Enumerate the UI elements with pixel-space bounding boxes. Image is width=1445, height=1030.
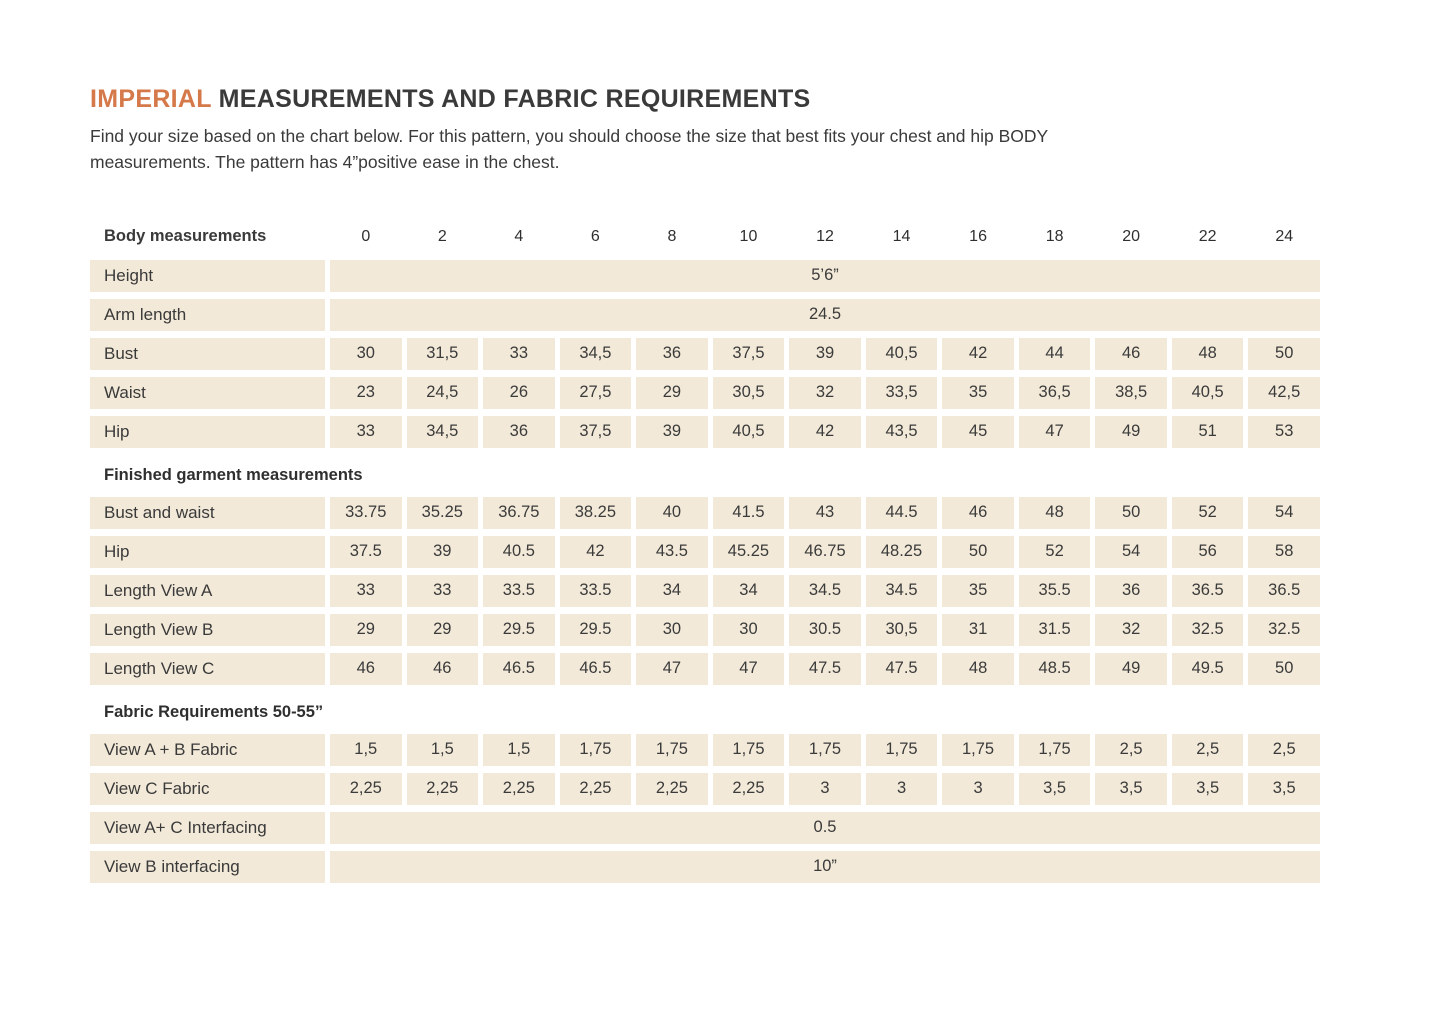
value-cell: 35.25 xyxy=(407,497,479,529)
value-cell: 45 xyxy=(942,416,1014,448)
value-cell: 33 xyxy=(483,338,555,370)
value-cell: 48.5 xyxy=(1019,653,1091,685)
value-cell: 43 xyxy=(789,497,861,529)
value-cell: 26 xyxy=(483,377,555,409)
value-cell: 2,5 xyxy=(1095,734,1167,766)
value-cell: 50 xyxy=(942,536,1014,568)
value-cell: 34.5 xyxy=(789,575,861,607)
value-cell: 39 xyxy=(789,338,861,370)
value-cell: 40,5 xyxy=(866,338,938,370)
merged-value-cell: 0.5 xyxy=(330,812,1320,844)
value-cell: 31 xyxy=(942,614,1014,646)
section-heading: Finished garment measurements xyxy=(104,466,363,484)
value-cell: 36,5 xyxy=(1019,377,1091,409)
intro-text-line1: Find your size based on the chart below. For this pattern, you should choose the size that best fits your chest and hip BODY xyxy=(90,125,1049,146)
value-cell: 1,75 xyxy=(1019,734,1091,766)
value-cell: 31.5 xyxy=(1019,614,1091,646)
value-cell: 30 xyxy=(330,338,402,370)
size-column-header: 22 xyxy=(1198,227,1217,245)
value-cell: 50 xyxy=(1248,653,1320,685)
value-cell: 3 xyxy=(866,773,938,805)
row-label: Hip xyxy=(90,536,325,568)
value-cell: 23 xyxy=(330,377,402,409)
value-cell: 27,5 xyxy=(560,377,632,409)
value-cell: 1,75 xyxy=(942,734,1014,766)
size-chart-table xyxy=(90,222,1320,883)
value-cell: 43.5 xyxy=(636,536,708,568)
row-label: Length View C xyxy=(90,653,325,685)
value-cell: 3,5 xyxy=(1095,773,1167,805)
value-cell: 2,5 xyxy=(1248,734,1320,766)
value-cell: 34.5 xyxy=(866,575,938,607)
value-cell: 2,25 xyxy=(560,773,632,805)
size-column-header: 14 xyxy=(892,227,911,245)
intro-text xyxy=(90,123,1445,175)
size-column-header: 12 xyxy=(816,227,834,245)
table-row xyxy=(90,536,1320,568)
table-header-row xyxy=(90,222,1320,252)
value-cell: 39 xyxy=(636,416,708,448)
table-row xyxy=(90,851,1320,883)
size-column-header: 6 xyxy=(590,227,600,245)
row-label: Bust and waist xyxy=(90,497,325,529)
value-cell: 37.5 xyxy=(330,536,402,568)
table-row xyxy=(90,734,1320,766)
value-cell: 40 xyxy=(636,497,708,529)
value-cell: 52 xyxy=(1019,536,1091,568)
value-cell: 47 xyxy=(713,653,785,685)
value-cell: 58 xyxy=(1248,536,1320,568)
value-cell: 35.5 xyxy=(1019,575,1091,607)
section-heading: Fabric Requirements 50-55” xyxy=(104,703,324,721)
value-cell: 2,5 xyxy=(1172,734,1244,766)
value-cell: 38,5 xyxy=(1095,377,1167,409)
value-cell: 1,5 xyxy=(330,734,402,766)
value-cell: 24,5 xyxy=(407,377,479,409)
value-cell: 29 xyxy=(407,614,479,646)
value-cell: 1,75 xyxy=(560,734,632,766)
row-label: View C Fabric xyxy=(90,773,325,805)
value-cell: 2,25 xyxy=(483,773,555,805)
value-cell: 32 xyxy=(789,377,861,409)
merged-value-cell: 24.5 xyxy=(330,299,1320,331)
table-body xyxy=(90,260,1320,883)
value-cell: 32 xyxy=(1095,614,1167,646)
value-cell: 37,5 xyxy=(713,338,785,370)
value-cell: 36.5 xyxy=(1248,575,1320,607)
value-cell: 2,25 xyxy=(636,773,708,805)
intro-text-line2: measurements. The pattern has 4”positive ease in the chest. xyxy=(90,151,560,172)
value-cell: 49.5 xyxy=(1172,653,1244,685)
value-cell: 31,5 xyxy=(407,338,479,370)
value-cell: 42 xyxy=(942,338,1014,370)
table-row xyxy=(90,653,1320,685)
value-cell: 30 xyxy=(713,614,785,646)
table-row xyxy=(90,299,1320,331)
value-cell: 2,25 xyxy=(713,773,785,805)
value-cell: 40,5 xyxy=(1172,377,1244,409)
value-cell: 52 xyxy=(1172,497,1244,529)
size-column-header: 20 xyxy=(1122,227,1141,245)
value-cell: 36 xyxy=(636,338,708,370)
value-cell: 53 xyxy=(1248,416,1320,448)
value-cell: 37,5 xyxy=(560,416,632,448)
row-label: Length View B xyxy=(90,614,325,646)
table-row xyxy=(90,416,1320,448)
table-row xyxy=(90,260,1320,292)
value-cell: 47 xyxy=(1019,416,1091,448)
value-cell: 46 xyxy=(330,653,402,685)
value-cell: 35 xyxy=(942,575,1014,607)
value-cell: 33 xyxy=(330,575,402,607)
value-cell: 49 xyxy=(1095,416,1167,448)
value-cell: 43,5 xyxy=(866,416,938,448)
merged-value-cell: 5’6” xyxy=(330,260,1320,292)
table-row xyxy=(90,338,1320,370)
value-cell: 29 xyxy=(330,614,402,646)
value-cell: 33.5 xyxy=(560,575,632,607)
value-cell: 56 xyxy=(1172,536,1244,568)
value-cell: 42 xyxy=(560,536,632,568)
value-cell: 41.5 xyxy=(713,497,785,529)
title-rest: MEASUREMENTS AND FABRIC REQUIREMENTS xyxy=(211,85,811,113)
value-cell: 30,5 xyxy=(713,377,785,409)
value-cell: 32.5 xyxy=(1172,614,1244,646)
value-cell: 44 xyxy=(1019,338,1091,370)
value-cell: 1,75 xyxy=(866,734,938,766)
row-label: View A + B Fabric xyxy=(90,734,325,766)
title-highlight: IMPERIAL xyxy=(90,85,212,113)
size-column-header: 16 xyxy=(969,227,987,245)
value-cell: 36.75 xyxy=(483,497,555,529)
value-cell: 1,75 xyxy=(713,734,785,766)
value-cell: 48.25 xyxy=(866,536,938,568)
value-cell: 49 xyxy=(1095,653,1167,685)
value-cell: 29.5 xyxy=(560,614,632,646)
table-row xyxy=(90,575,1320,607)
value-cell: 29 xyxy=(636,377,708,409)
value-cell: 47.5 xyxy=(866,653,938,685)
value-cell: 30.5 xyxy=(789,614,861,646)
value-cell: 46.5 xyxy=(483,653,555,685)
value-cell: 34 xyxy=(636,575,708,607)
value-cell: 2,25 xyxy=(407,773,479,805)
value-cell: 50 xyxy=(1095,497,1167,529)
table-row xyxy=(90,497,1320,529)
row-label: View A+ C Interfacing xyxy=(90,812,325,844)
value-cell: 33 xyxy=(330,416,402,448)
value-cell: 38.25 xyxy=(560,497,632,529)
value-cell: 34,5 xyxy=(560,338,632,370)
value-cell: 36.5 xyxy=(1172,575,1244,607)
value-cell: 48 xyxy=(1172,338,1244,370)
value-cell: 1,5 xyxy=(483,734,555,766)
size-column-header: 8 xyxy=(667,227,677,245)
value-cell: 33.5 xyxy=(483,575,555,607)
value-cell: 33.75 xyxy=(330,497,402,529)
value-cell: 33 xyxy=(407,575,479,607)
value-cell: 3,5 xyxy=(1248,773,1320,805)
size-column-header: 0 xyxy=(361,227,371,245)
table-row xyxy=(90,812,1320,844)
value-cell: 34,5 xyxy=(407,416,479,448)
value-cell: 42 xyxy=(789,416,861,448)
row-label: Bust xyxy=(90,338,325,370)
value-cell: 45.25 xyxy=(713,536,785,568)
row-label: View B interfacing xyxy=(90,851,325,883)
value-cell: 3 xyxy=(789,773,861,805)
row-label: Hip xyxy=(90,416,325,448)
table-row xyxy=(90,377,1320,409)
merged-value-cell: 10” xyxy=(330,851,1320,883)
value-cell: 54 xyxy=(1095,536,1167,568)
value-cell: 33,5 xyxy=(866,377,938,409)
value-cell: 50 xyxy=(1248,338,1320,370)
value-cell: 36 xyxy=(1095,575,1167,607)
value-cell: 32.5 xyxy=(1248,614,1320,646)
value-cell: 51 xyxy=(1172,416,1244,448)
value-cell: 1,75 xyxy=(789,734,861,766)
value-cell: 30,5 xyxy=(866,614,938,646)
size-column-header: 4 xyxy=(514,227,524,245)
size-column-header: 10 xyxy=(739,227,758,245)
value-cell: 44.5 xyxy=(866,497,938,529)
value-cell: 48 xyxy=(942,653,1014,685)
value-cell: 36 xyxy=(483,416,555,448)
value-cell: 46.75 xyxy=(789,536,861,568)
value-cell: 48 xyxy=(1019,497,1091,529)
row-label: Arm length xyxy=(90,299,325,331)
value-cell: 34 xyxy=(713,575,785,607)
value-cell: 46.5 xyxy=(560,653,632,685)
table-row xyxy=(90,614,1320,646)
value-cell: 3,5 xyxy=(1172,773,1244,805)
value-cell: 35 xyxy=(942,377,1014,409)
value-cell: 47.5 xyxy=(789,653,861,685)
value-cell: 46 xyxy=(407,653,479,685)
size-column-header: 2 xyxy=(437,227,447,245)
value-cell: 39 xyxy=(407,536,479,568)
value-cell: 54 xyxy=(1248,497,1320,529)
row-label: Length View A xyxy=(90,575,325,607)
value-cell: 3 xyxy=(942,773,1014,805)
value-cell: 46 xyxy=(942,497,1014,529)
value-cell: 30 xyxy=(636,614,708,646)
value-cell: 2,25 xyxy=(330,773,402,805)
value-cell: 1,5 xyxy=(407,734,479,766)
size-column-header: 18 xyxy=(1045,227,1064,245)
value-cell: 40.5 xyxy=(483,536,555,568)
value-cell: 3,5 xyxy=(1019,773,1091,805)
page-title xyxy=(90,86,1445,114)
value-cell: 29.5 xyxy=(483,614,555,646)
size-column-header: 24 xyxy=(1275,227,1294,245)
value-cell: 46 xyxy=(1095,338,1167,370)
table-row xyxy=(90,773,1320,805)
table-header-label: Body measurements xyxy=(104,227,267,245)
row-label: Height xyxy=(90,260,325,292)
value-cell: 47 xyxy=(636,653,708,685)
value-cell: 42,5 xyxy=(1248,377,1320,409)
value-cell: 40,5 xyxy=(713,416,785,448)
row-label: Waist xyxy=(90,377,325,409)
value-cell: 1,75 xyxy=(636,734,708,766)
